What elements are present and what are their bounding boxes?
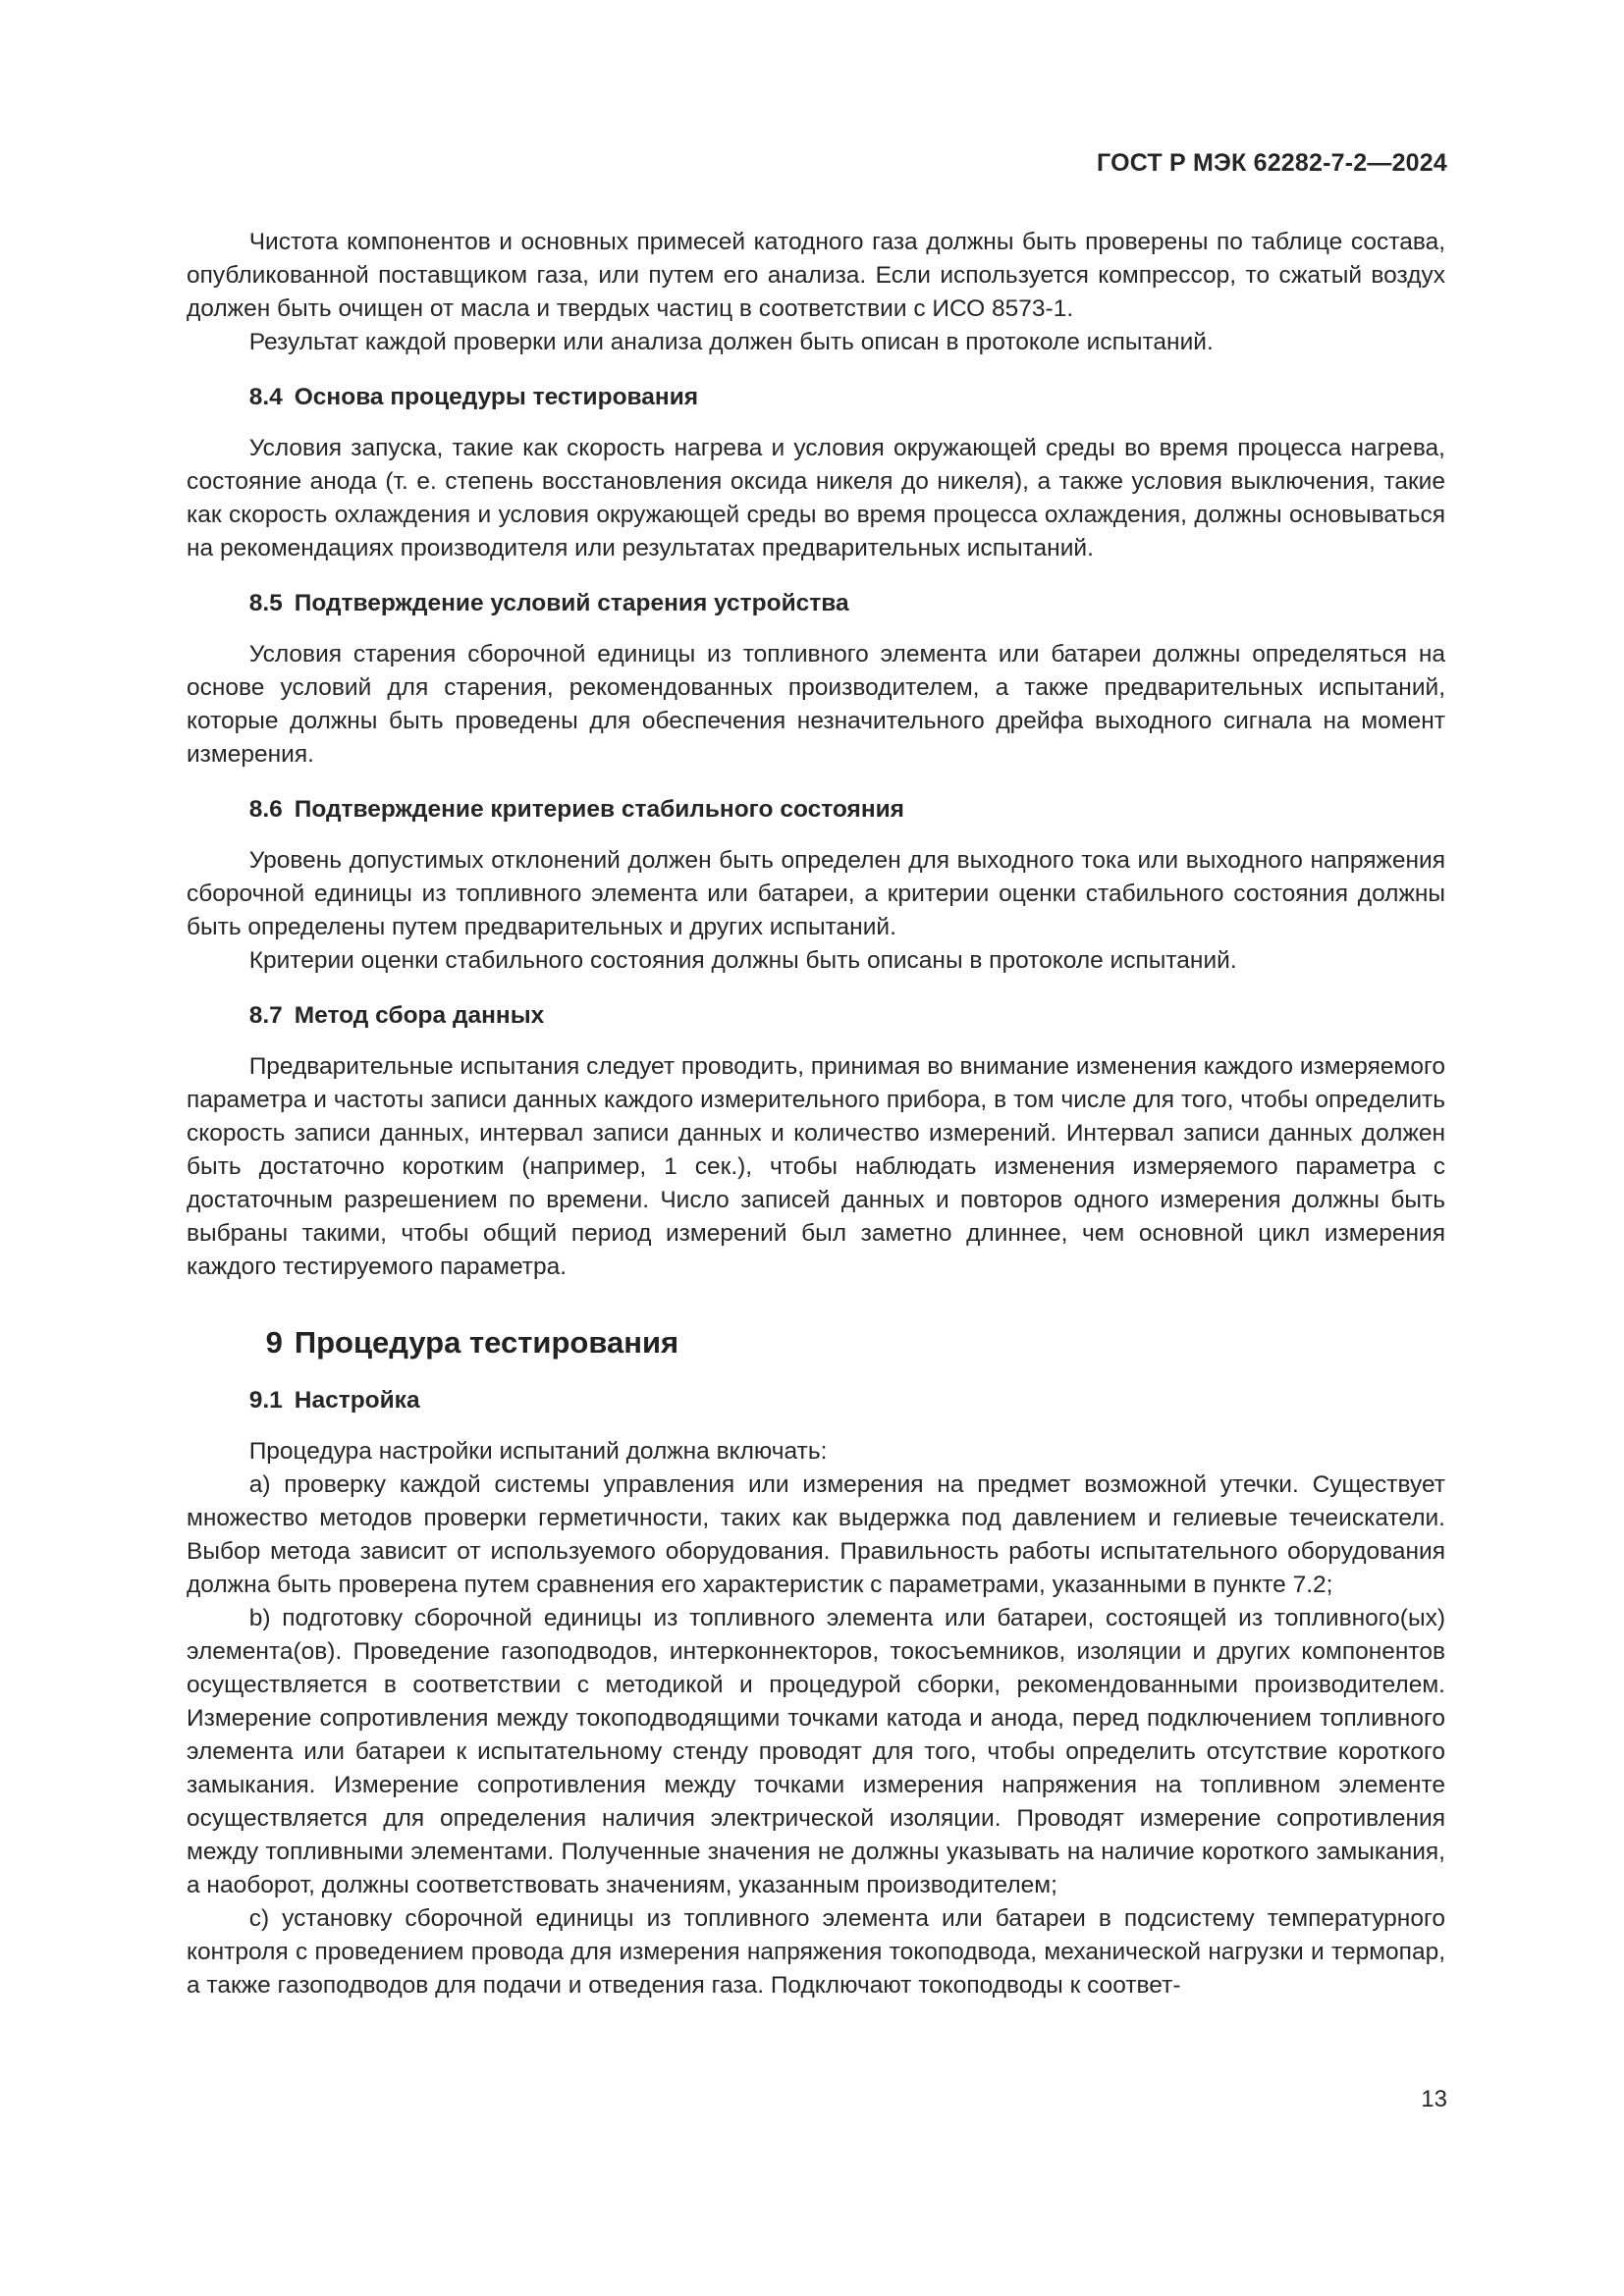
section-title: Подтверждение критериев стабильного состояния	[294, 796, 904, 823]
paragraph: Результат каждой проверки или анализа должен быть описан в протоколе испытаний.	[248, 329, 1214, 355]
section-title: Подтверждение условий старения устройства	[294, 590, 849, 616]
section-title: Основа процедуры тестирования	[294, 384, 699, 410]
section-number: 8.7	[248, 1002, 283, 1029]
section-heading-8-7	[187, 999, 1445, 1033]
section-number: 9.1	[248, 1387, 283, 1414]
paragraph: Уровень допустимых отклонений должен быть определен для выходного тока или выходного напряжения сборочной единицы из топливного элемента или батареи, а критерии оценки стабильного состояния должны быть определены путем предварительных и других испытаний.	[187, 847, 1445, 940]
chapter-number: 9	[265, 1325, 283, 1360]
section-number: 8.5	[248, 590, 283, 616]
page-content	[187, 226, 1445, 2002]
list-item-c: c) установку сборочной единицы из топливного элемента или батареи в подсистему температурного контроля с проведением провода для измерения напряжения токоподвода, механической нагрузки и термопар, а также газоподводов для подачи и отведения газа. Подключают токоподводы к соответ-	[187, 1905, 1445, 1999]
paragraph: Чистота компонентов и основных примесей катодного газа должны быть проверены по таблице состава, опубликованной поставщиком газа, или путем его анализа. Если используется компрессор, то сжатый воздух должен быть очищен от масла и твердых частиц в соответствии с ИСО 8573-1.	[187, 229, 1445, 322]
paragraph: Условия старения сборочной единицы из топливного элемента или батареи должны определяться на основе условий для старения, рекомендованных производителем, а также предварительных испытаний, которые должны быть проведены для обеспечения незначительного дрейфа выходного сигнала на момент измерения.	[187, 641, 1445, 768]
list-item-b: b) подготовку сборочной единицы из топливного элемента или батареи, состоящей из топливного(ых) элемента(ов). Проведение газоподводов, интерконнекторов, токосъемников, изоляции и других компонентов осуществляется в соответствии с методикой и процедурой сборки, рекомендованными производителем. Измерение сопротивления между токоподводящими точками катода и анода, перед подключением топливного элемента или батареи к испытательному стенду проводят для того, чтобы определить отсутствие короткого замыкания. Измерение сопротивления между точками измерения напряжения на топливном элементе осуществляется для определения наличия электрической изоляции. Проводят измерение сопротивления между топливными элементами. Полученные значения не должны указывать на наличие короткого замыкания, а наоборот, должны соответствовать значениям, указанным производителем;	[187, 1605, 1445, 1898]
document-code-header: ГОСТ Р МЭК 62282-7-2—2024	[1097, 149, 1447, 177]
section-title: Метод сбора данных	[294, 1002, 545, 1029]
section-heading-9-1	[187, 1384, 1445, 1417]
section-heading-8-5	[187, 587, 1445, 620]
section-heading-8-4	[187, 381, 1445, 414]
section-heading-8-6	[187, 793, 1445, 827]
chapter-title: Процедура тестирования	[294, 1325, 679, 1360]
paragraph: Условия запуска, такие как скорость нагрева и условия окружающей среды во время процесса нагрева, состояние анода (т. е. степень восстановления оксида никеля до никеля), а также условия выключения, такие как скорость охлаждения и условия окружающей среды во время процесса охлаждения, должны основываться на рекомендациях производителя или результатах предварительных испытаний.	[187, 435, 1445, 561]
page-number: 13	[1421, 2086, 1447, 2112]
list-item-a: а) проверку каждой системы управления или измерения на предмет возможной утечки. Существует множество методов проверки герметичности, таких как выдержка под давлением и гелиевые течеискатели. Выбор метода зависит от используемого оборудования. Правильность работы испытательного оборудования должна быть проверена путем сравнения его характеристик с параметрами, указанными в пункте 7.2;	[187, 1471, 1445, 1598]
section-number: 8.4	[248, 384, 283, 410]
paragraph: Процедура настройки испытаний должна включать:	[248, 1438, 828, 1465]
paragraph: Критерии оценки стабильного состояния должны быть описаны в протоколе испытаний.	[248, 947, 1237, 974]
paragraph: Предварительные испытания следует проводить, принимая во внимание изменения каждого измеряемого параметра и частоты записи данных каждого измерительного прибора, в том числе для того, чтобы определить скорость записи данных, интервал записи данных и количество измерений. Интервал записи данных должен быть достаточно коротким (например, 1 сек.), чтобы наблюдать изменения измеряемого параметра с достаточным разрешением по времени. Число записей данных и повторов одного измерения должны быть выбраны такими, чтобы общий период измерений был заметно длиннее, чем основной цикл измерения каждого тестируемого параметра.	[187, 1053, 1445, 1280]
chapter-heading-9	[187, 1323, 1445, 1362]
section-title: Настройка	[294, 1387, 420, 1414]
section-number: 8.6	[248, 796, 283, 823]
